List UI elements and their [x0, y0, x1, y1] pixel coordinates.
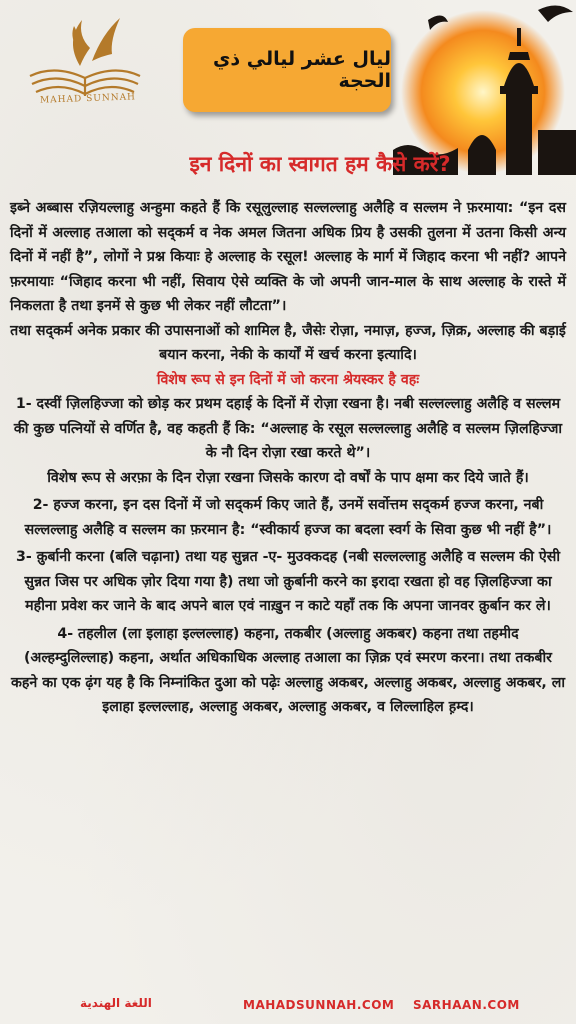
page-heading: इन दिनों का स्वागत हम कैसे करें?	[189, 152, 451, 176]
list-item-tahleel: 4- तहलील (ला इलाहा इल्लल्लाह) कहना, तकबीर (अल्लाहु अकबर) कहना तथा तहमीद (अल्हम्दुलिल्लाह) कहना, अर्थात अधिकाधिक अल्लाह तआला का ज़िक्र एवं स्मरण करना। तथा तकबीर कहने का एक ढ़ंग यह है कि निम्नांकित दुआ को पढ़ेः अल्लाहु अकबर, अल्लाहु अकबर, अल्लाहु अकबर, ला इलाहा इल्लल्लाह, अल्लाहु अकबर, अल्लाहु अकबर, व लिल्लाहिल ह़म्द।	[10, 625, 566, 715]
arafah-paragraph: विशेष रूप से अरफ़ा के दिन रोज़ा रखना जिसके कारण दो वर्षों के पाप क्षमा कर दिये जाते हैं।	[47, 469, 529, 486]
footer-site-mahadsunnah: MAHADSUNNAH.COM	[243, 998, 395, 1012]
deeds-paragraph: तथा सद्कर्म अनेक प्रकार की उपासनाओं को शामिल है, जैसेः रोज़ा, नमाज़, हज्ज, ज़िक्र, अल्लाह की बड़ाई बयान करना, नेकी के कार्यों में खर्च करना इत्यादि।	[10, 322, 566, 363]
footer-language-label: اللغة الهندية	[80, 996, 152, 1010]
title-banner	[183, 28, 391, 112]
footer-site-sarhaan: SARHAAN.COM	[413, 998, 520, 1012]
list-item-fasting: 1- दस्वीं ज़िलहिज्जा को छोड़ कर प्रथम दहाई के दिनों में रोज़ा रखना है। नबी सल्लल्लाहु अलैहि व सल्लम की कुछ पत्नियों से वर्णित है, वह कहती हैं कि: “अल्लाह के रसूल सल्लल्लाहु अलैहि व सल्लम ज़िलहिज्जा के नौ दिन रोज़ा रखा करते थे”।	[13, 396, 563, 461]
intro-hadith-paragraph: इब्ने अब्बास रज़ियल्लाहु अन्हुमा कहते हैं कि रसूलुल्लाह सल्लल्लाहु अलैहि व सल्लम ने फ़रमाया: “इन दस दिनों में अल्लाह तआला को सद्कर्म व नेक अमल जितना अधिक प्रिय है उसकी तुलना में उतना किसी अन्य दिनों में नहीं है”, लोगों ने प्रश्न कियाः हे अल्लाह के रसूल! अल्लाह के मार्ग में जिहाद करना भी नहीं? आपने फ़रमायाः “जिहाद करना भी नहीं, सिवाय ऐसे व्यक्ति के जो अपनी जान-माल के साथ अल्लाह के रास्ते में निकलता है तथा इनमें से कुछ भी लेकर नहीं लौटता”।	[10, 200, 566, 314]
sunset-minaret-illustration	[388, 0, 576, 175]
banner-title: ليال عشر ليالي ذي الحجة	[212, 48, 391, 92]
article-body	[10, 196, 566, 720]
footer	[0, 994, 576, 1020]
list-item-qurbani: 3- क़ुर्बानी करना (बलि चढ़ाना) तथा यह सुन्नत -ए- मुउक्कदह (नबी सल्लल्लाहु अलैहि व सल्लम की ऐसी सुन्नत जिस पर अधिक ज़ोर दिया गया है) तथा जो क़ुर्बानी करने का इरादा रखता हो वह ज़िलहिज्जा का महीना प्रवेश कर जाने के बाद अपने बाल एवं नाख़ुन न काटे यहाँ तक कि अपना जानवर क़ुर्बान कर ले।	[15, 549, 561, 614]
list-item-hajj: 2- हज्ज करना, इन दस दिनों में जो सद्कर्म किए जाते हैं, उनमें सर्वोत्तम सद्कर्म हज्ज करना, नबी सल्लल्लाहु अलैहि व सल्लम का फ़रमान है: “स्वीकार्य हज्ज का बदला स्वर्ग के सिवा कुछ भी नहीं है”।	[24, 497, 552, 538]
logo-wordmark: MAHAD SUNNAH	[39, 92, 137, 106]
special-deeds-heading: विशेष रूप से इन दिनों में जो करना श्रेयस्कर है वहः	[156, 371, 420, 388]
